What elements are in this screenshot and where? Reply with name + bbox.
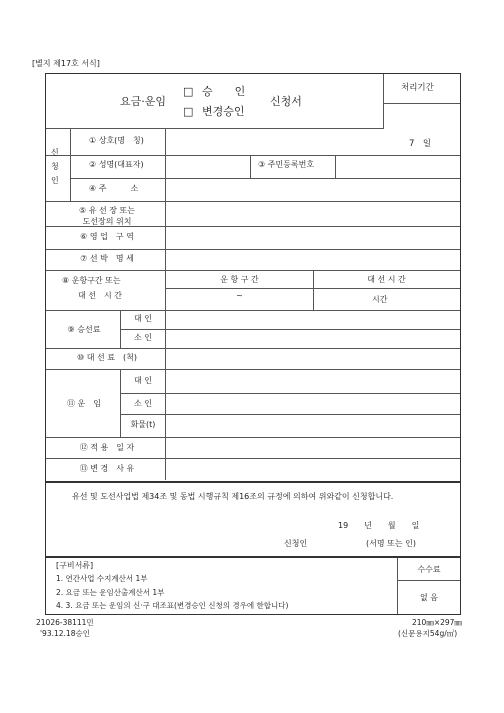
route-label-line1: ⑧ 운항구간 또는: [62, 276, 121, 285]
route-label-line2: 대 선 시 간: [78, 291, 122, 300]
attachments-header: [구비서류]: [56, 561, 94, 570]
form-reference: [별지 제17호 서식]: [32, 59, 100, 68]
freight-child-label: 소 인: [134, 399, 152, 408]
applicant-sign-label: 신청인: [284, 539, 308, 548]
resident-number-label: ③ 주민등록번호: [258, 160, 315, 169]
option-change-approval: 변경승인: [202, 105, 245, 118]
charter-time-input[interactable]: 시간: [372, 295, 388, 304]
address-input[interactable]: [166, 179, 459, 201]
declaration-date[interactable]: 19 년 월 일: [338, 521, 420, 530]
name-label: ① 상호(명 칭): [89, 136, 144, 145]
footer-paper: (신문용지54g/㎡): [398, 629, 458, 638]
freight-adult-label: 대 인: [134, 376, 152, 385]
change-reason-label: ⑬ 변 경 사 유: [79, 464, 135, 473]
fee-label: 수수료: [417, 565, 441, 574]
representative-label: ② 성명(대표자): [89, 160, 144, 169]
apply-date-label: ⑫ 적 용 일 자: [79, 443, 135, 452]
applicant-group-label: 신 청 인: [51, 148, 59, 185]
vessel-spec-label: ⑦ 선 박 명 세: [80, 254, 134, 263]
ferry-location-label: ⑤ 유 선 장 또는 도선장의 위치: [79, 206, 135, 226]
fee-value: 없 음: [420, 593, 438, 602]
apply-date-input[interactable]: [166, 438, 459, 458]
attachment-item-1: 1. 연간사업 수지계산서 1부: [56, 574, 148, 583]
declaration-text: 유선 및 도선사업법 제34조 및 동법 시행규칙 제16조의 규정에 의하여 위와같이 신청합니다.: [72, 492, 394, 501]
option-approval: 승 인: [202, 85, 246, 98]
ferry-location-input[interactable]: [166, 202, 459, 226]
fare-adult-input[interactable]: [166, 311, 459, 329]
footer-code: 21026-38111민: [36, 618, 94, 627]
freight-label: ⑪ 운 임: [67, 399, 101, 408]
fare-child-input[interactable]: [166, 330, 459, 348]
representative-input[interactable]: [166, 156, 250, 178]
fare-child-label: 소 인: [134, 333, 152, 342]
cargo-label: 화물(t): [130, 420, 156, 429]
route-header: 운 항 구 간: [220, 275, 259, 284]
vessel-spec-input[interactable]: [166, 250, 459, 270]
checkbox-approval[interactable]: □: [183, 85, 194, 98]
route-input[interactable]: ~: [236, 291, 243, 300]
title-main: 요금·운임: [120, 95, 167, 108]
processing-label: 처리기간: [401, 83, 434, 93]
signature-field[interactable]: (서명 또는 인): [366, 539, 416, 548]
fare-adult-label: 대 인: [134, 314, 152, 323]
attachment-item-3: 4. 3. 요금 또는 운임의 신·구 대조표(변경승인 신청의 경우에 한합니다): [56, 601, 289, 610]
freight-adult-input[interactable]: [166, 370, 459, 393]
fare-label: ⑨ 승선료: [67, 325, 101, 334]
business-area-label: ⑥ 영 업 구 역: [80, 232, 134, 241]
footer-size: 210㎜×297㎜: [412, 618, 462, 627]
attachment-item-2: 2. 요금 또는 운임산출계산서 1부: [56, 588, 165, 597]
name-input[interactable]: [166, 129, 459, 155]
resident-number-input[interactable]: [336, 156, 459, 178]
charter-fee-label: ⑩ 대 선 료 (척): [77, 353, 137, 362]
freight-child-input[interactable]: [166, 394, 459, 414]
business-area-input[interactable]: [166, 227, 459, 249]
charter-time-header: 대 선 시 간: [367, 275, 406, 284]
address-label: ④ 주 소: [89, 184, 139, 193]
checkbox-change-approval[interactable]: □: [183, 105, 194, 118]
cargo-input[interactable]: [166, 415, 459, 437]
title-suffix: 신청서: [270, 95, 302, 108]
charter-fee-input[interactable]: [166, 349, 459, 369]
footer-approval: '93.12.18승인: [40, 629, 90, 638]
change-reason-input[interactable]: [166, 459, 459, 480]
processing-value: 7 일: [409, 139, 432, 149]
